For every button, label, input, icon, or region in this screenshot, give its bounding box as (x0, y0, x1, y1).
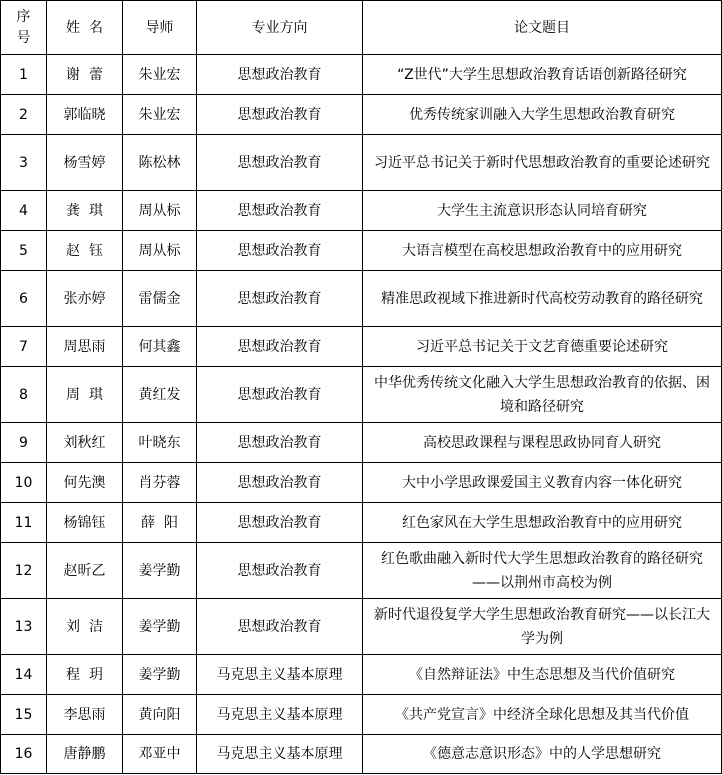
cell-advisor: 周从标 (123, 231, 197, 271)
table-header-row (1, 1, 722, 55)
table-row (1, 695, 722, 735)
cell-advisor: 姜学勤 (123, 655, 197, 695)
cell-no: 16 (1, 735, 47, 774)
header-name: 姓 名 (47, 1, 123, 55)
cell-no: 6 (1, 271, 47, 327)
cell-major: 思想政治教育 (197, 423, 363, 463)
table-row (1, 135, 722, 191)
cell-name: 刘秋红 (47, 423, 123, 463)
cell-no: 5 (1, 231, 47, 271)
cell-name: 龚 琪 (47, 191, 123, 231)
cell-major: 思想政治教育 (197, 463, 363, 503)
cell-no: 13 (1, 599, 47, 655)
cell-name: 李思雨 (47, 695, 123, 735)
cell-major: 思想政治教育 (197, 231, 363, 271)
cell-title: 新时代退役复学大学生思想政治教育研究——以长江大学为例 (363, 599, 722, 655)
cell-title: 大中小学思政课爱国主义教育内容一体化研究 (363, 463, 722, 503)
cell-name: 何先澳 (47, 463, 123, 503)
header-title: 论文题目 (363, 1, 722, 55)
cell-name: 刘 洁 (47, 599, 123, 655)
cell-no: 9 (1, 423, 47, 463)
cell-title: 《共产党宣言》中经济全球化思想及其当代价值 (363, 695, 722, 735)
cell-name: 赵昕乙 (47, 543, 123, 599)
cell-name: 周思雨 (47, 327, 123, 367)
cell-no: 4 (1, 191, 47, 231)
cell-no: 8 (1, 367, 47, 423)
cell-title: 《德意志意识形态》中的人学思想研究 (363, 735, 722, 774)
cell-no: 10 (1, 463, 47, 503)
cell-major: 思想政治教育 (197, 271, 363, 327)
cell-name: 张亦婷 (47, 271, 123, 327)
cell-advisor: 姜学勤 (123, 543, 197, 599)
table-row (1, 367, 722, 423)
cell-name: 谢 蕾 (47, 55, 123, 95)
table-row (1, 55, 722, 95)
cell-no: 1 (1, 55, 47, 95)
table-row (1, 655, 722, 695)
cell-no: 3 (1, 135, 47, 191)
cell-name: 程 玥 (47, 655, 123, 695)
cell-advisor: 肖芬蓉 (123, 463, 197, 503)
cell-major: 马克思主义基本原理 (197, 655, 363, 695)
cell-advisor: 周从标 (123, 191, 197, 231)
cell-advisor: 朱业宏 (123, 55, 197, 95)
cell-advisor: 黄向阳 (123, 695, 197, 735)
cell-no: 14 (1, 655, 47, 695)
table-row (1, 735, 722, 774)
table-row (1, 503, 722, 543)
cell-no: 15 (1, 695, 47, 735)
cell-major: 思想政治教育 (197, 543, 363, 599)
cell-title: 《自然辩证法》中生态思想及当代价值研究 (363, 655, 722, 695)
table-row (1, 191, 722, 231)
cell-major: 思想政治教育 (197, 367, 363, 423)
cell-advisor: 陈松林 (123, 135, 197, 191)
table-row (1, 271, 722, 327)
cell-title: “Z世代”大学生思想政治教育话语创新路径研究 (363, 55, 722, 95)
cell-name: 郭临晓 (47, 95, 123, 135)
cell-major: 马克思主义基本原理 (197, 695, 363, 735)
cell-title: 精准思政视域下推进新时代高校劳动教育的路径研究 (363, 271, 722, 327)
cell-advisor: 黄红发 (123, 367, 197, 423)
cell-name: 周 琪 (47, 367, 123, 423)
cell-advisor: 何其鑫 (123, 327, 197, 367)
cell-major: 马克思主义基本原理 (197, 735, 363, 774)
cell-title: 习近平总书记关于新时代思想政治教育的重要论述研究 (363, 135, 722, 191)
header-advisor: 导师 (123, 1, 197, 55)
cell-major: 思想政治教育 (197, 95, 363, 135)
cell-title: 中华优秀传统文化融入大学生思想政治教育的依据、困境和路径研究 (363, 367, 722, 423)
cell-title: 习近平总书记关于文艺育德重要论述研究 (363, 327, 722, 367)
cell-advisor: 叶晓东 (123, 423, 197, 463)
cell-no: 12 (1, 543, 47, 599)
table-row (1, 463, 722, 503)
table-row (1, 95, 722, 135)
cell-major: 思想政治教育 (197, 135, 363, 191)
cell-name: 唐静鹏 (47, 735, 123, 774)
cell-title: 高校思政课程与课程思政协同育人研究 (363, 423, 722, 463)
cell-no: 2 (1, 95, 47, 135)
cell-major: 思想政治教育 (197, 327, 363, 367)
cell-advisor: 雷儒金 (123, 271, 197, 327)
cell-advisor: 朱业宏 (123, 95, 197, 135)
cell-title: 红色歌曲融入新时代大学生思想政治教育的路径研究——以荆州市高校为例 (363, 543, 722, 599)
cell-no: 11 (1, 503, 47, 543)
table-row (1, 543, 722, 599)
cell-title: 大学生主流意识形态认同培育研究 (363, 191, 722, 231)
table-row (1, 423, 722, 463)
cell-advisor: 薛 阳 (123, 503, 197, 543)
cell-title: 优秀传统家训融入大学生思想政治教育研究 (363, 95, 722, 135)
cell-name: 杨雪婷 (47, 135, 123, 191)
table-row (1, 231, 722, 271)
cell-name: 赵 钰 (47, 231, 123, 271)
table-row (1, 599, 722, 655)
cell-major: 思想政治教育 (197, 599, 363, 655)
cell-name: 杨锦钰 (47, 503, 123, 543)
cell-advisor: 姜学勤 (123, 599, 197, 655)
header-no: 序号 (1, 1, 47, 55)
header-major: 专业方向 (197, 1, 363, 55)
table-row (1, 327, 722, 367)
cell-advisor: 邓亚中 (123, 735, 197, 774)
cell-major: 思想政治教育 (197, 55, 363, 95)
cell-title: 红色家风在大学生思想政治教育中的应用研究 (363, 503, 722, 543)
cell-title: 大语言模型在高校思想政治教育中的应用研究 (363, 231, 722, 271)
cell-major: 思想政治教育 (197, 503, 363, 543)
cell-major: 思想政治教育 (197, 191, 363, 231)
cell-no: 7 (1, 327, 47, 367)
